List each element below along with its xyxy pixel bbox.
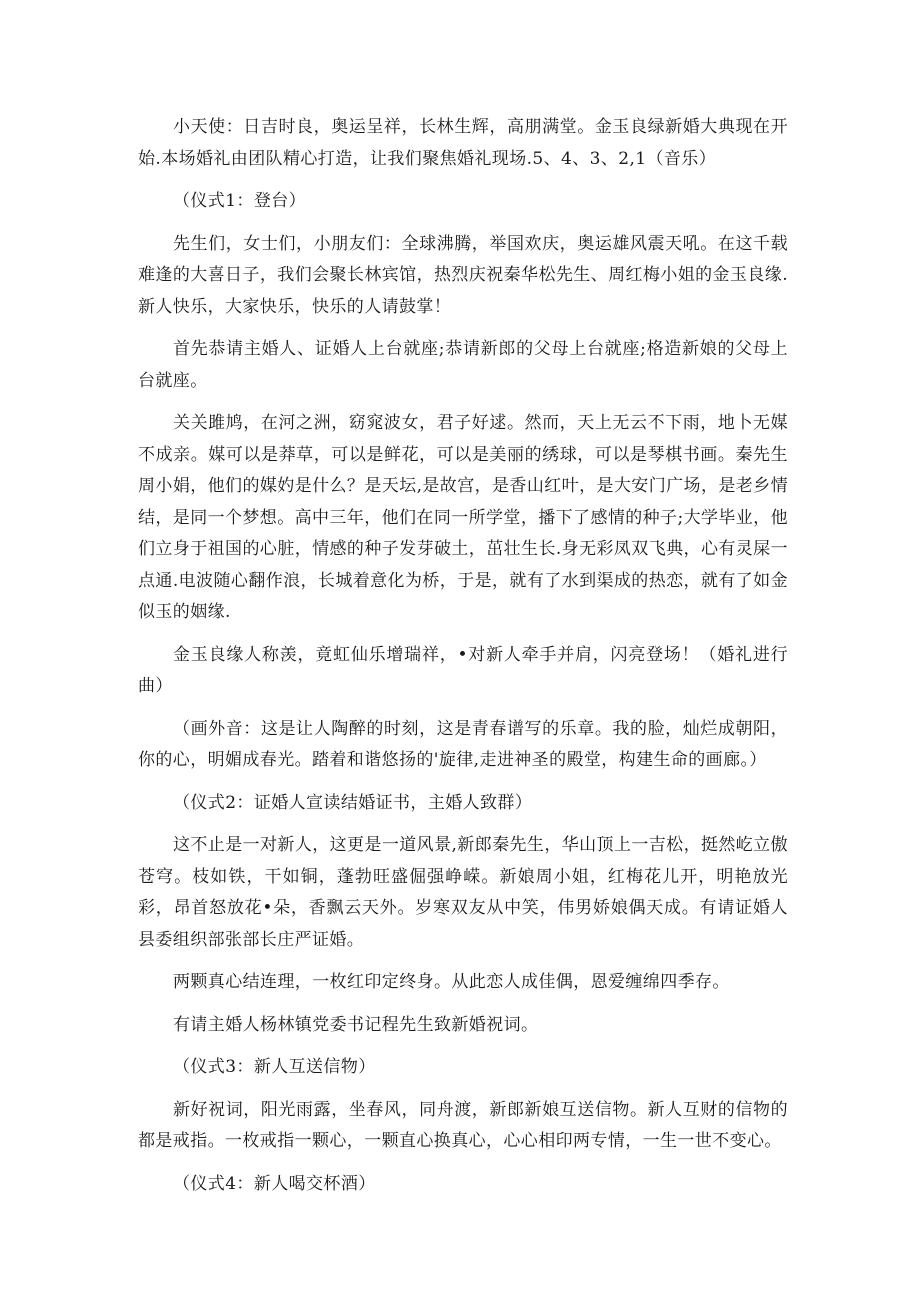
paragraph-greeting: 先生们，女士们，小朋友们：全球沸腾，举国欢庆，奥运雄风震天吼。在这千载难逢的大喜日子，我们会聚长林宾馆，热烈庆祝秦华松先生、周红梅小姐的金玉良缘.新人快乐，大家快乐，快乐的人请鼓掌！	[138, 233, 788, 317]
document-page	[138, 112, 788, 1211]
paragraph-couplet: 两颗真心结连理，一枚红印定终身。从此恋人成佳偶，恩爱缠绵四季存。	[173, 972, 730, 992]
paragraph-voiceover: （画外音：这是让人陶醉的时刻，这是青春谱写的乐章。我的脸，灿烂成朝阳，你的心，明媚成春光。踏着和谐悠扬的'旋律,走进神圣的殿堂，构建生命的画廊。）	[138, 718, 788, 770]
paragraph-opening: 小天使：日吉时良，奥运呈祥，长林生辉，高朋满堂。金玉良绿新婚大典现在开始.本场婚礼由团队精心打造，让我们聚焦婚礼现场.5、4、3、2,1（音乐）	[138, 117, 788, 169]
paragraph-token-exchange: 新好祝词，阳光雨露，坐春风，同舟渡，新郎新娘互送信物。新人互财的信物的都是戒指。一枚戒指一颗心，一颗直心换真心，心心相印两专情，一生一世不变心。	[138, 1099, 788, 1151]
paragraph-matchmaking: 关关雎鸠，在河之洲，窈窕波女，君子好逑。然而，天上无云不下雨，地卜无媒不成亲。媒可以是莽草，可以是鲜花，可以是美丽的绣球，可以是琴棋书画。秦先生周小娟，他们的媒妁是什么？是天坛,是故宫，是香山红叶，是大安门广场，是老乡情结，是同一个梦想。高中三年，他们在同一所学堂，播下了感情的种子;大学毕业，他们立身于祖国的心脏，情感的种子发芽破土，茁壮生长.身无彩凤双飞典，心有灵屎一点通.电波随心翻作浪，长城着意化为桥，于是，就有了水到渠成的热恋，就有了如金似玉的姻缘.	[138, 413, 788, 622]
paragraph-entrance: 金玉良缘人称羡，竟虹仙乐增瑞祥，•对新人牵手并肩，闪亮登场！（婚礼进行曲）	[138, 644, 788, 696]
ceremony-heading-2: （仪式2：证婚人宣读结婚证书，主婚人致群）	[173, 792, 533, 813]
ceremony-heading-3: （仪式3：新人互送信物）	[173, 1057, 376, 1077]
paragraph-invite-officiant: 有请主婚人杨林镇党委书记程先生致新婚祝词。	[173, 1014, 539, 1035]
paragraph-invite-seating: 首先恭请主婚人、证婚人上台就座;恭请新郎的父母上台就座;格造新娘的父母上台就座。	[138, 339, 788, 391]
paragraph-couple-description: 这不止是一对新人，这更是一道风景,新郎秦先生，华山顶上一吉松，挺然屹立傲苍穹。枝如铁，干如铜，蓬勃旺盛倔强峥嵘。新娘周小姐，红梅花儿开，明艳放光彩，昂首怒放花•朵，香飘云天外。岁寒双友从中笑，伟男娇娘偶天成。有请证婚人县委组织部张部长庄严证婚。	[138, 835, 788, 950]
ceremony-heading-1: （仪式1：登台）	[173, 191, 307, 211]
ceremony-heading-4: （仪式4：新人喝交杯酒）	[173, 1173, 376, 1194]
